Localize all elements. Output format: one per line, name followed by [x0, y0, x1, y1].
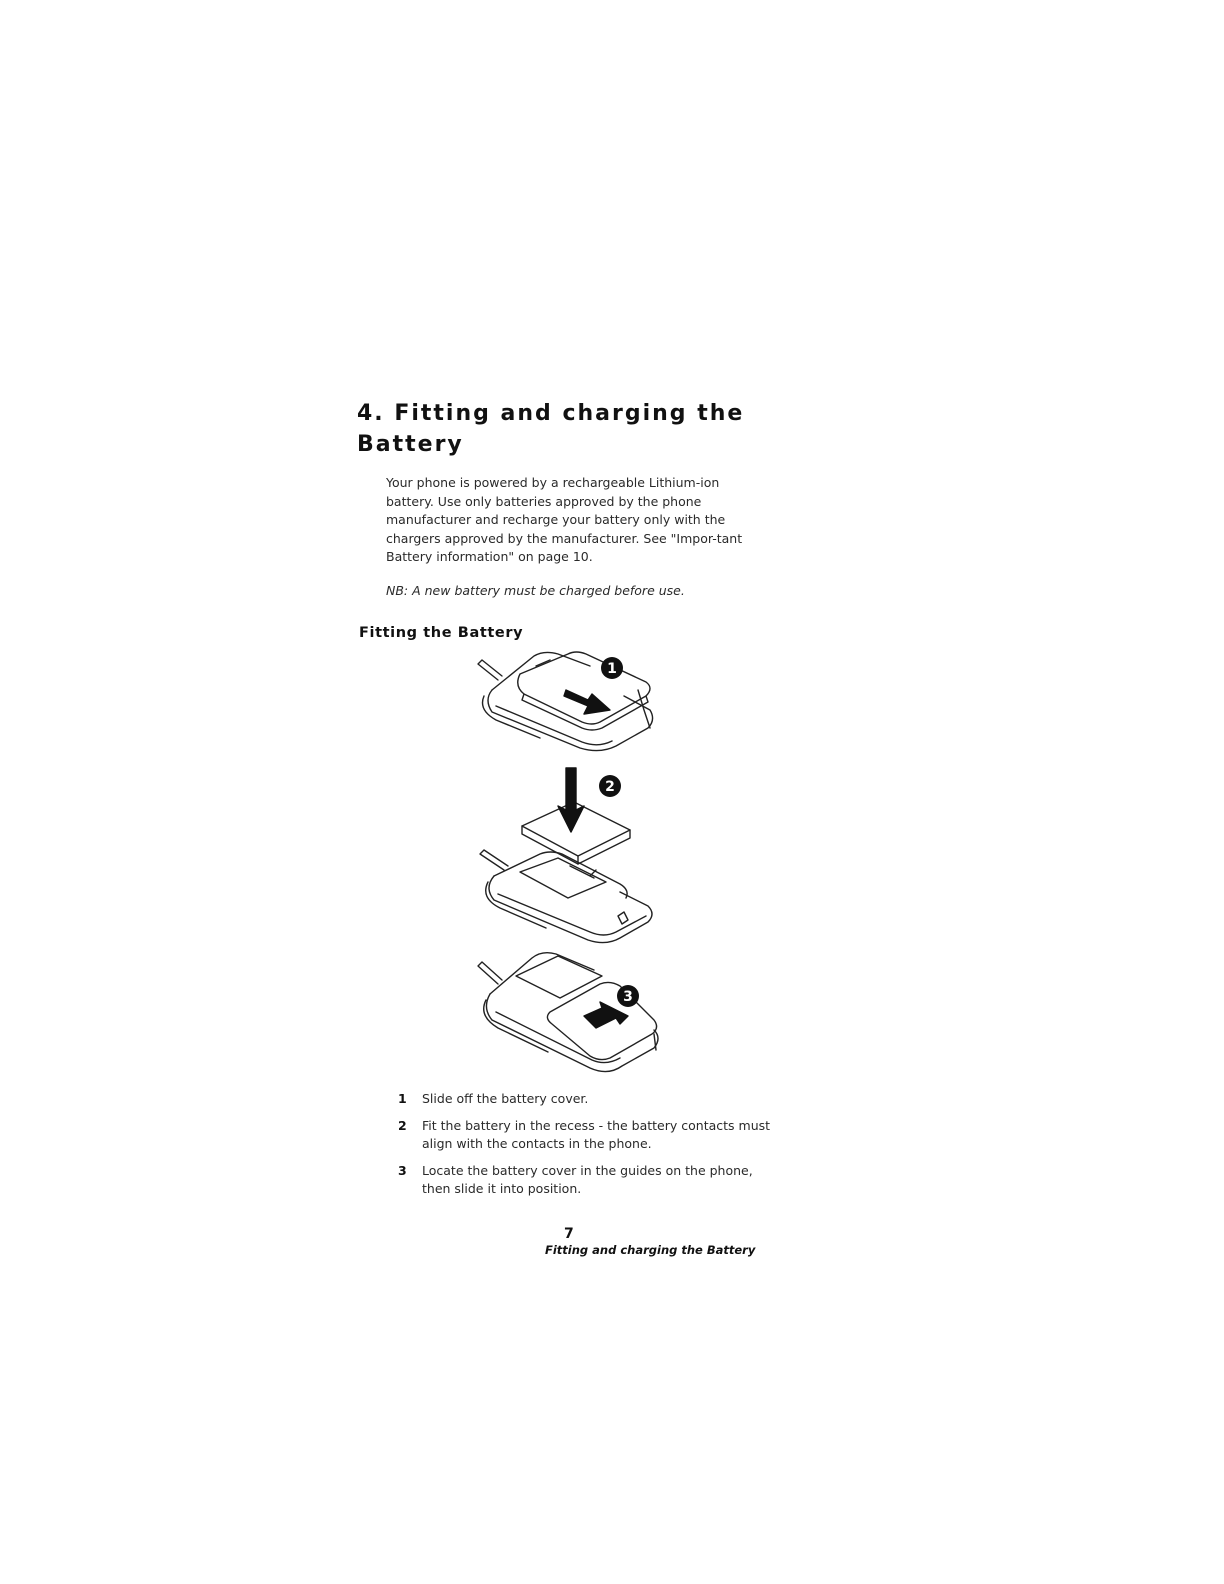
- step-number: 1: [398, 1091, 407, 1106]
- step-marker-3-label: 3: [623, 989, 633, 1005]
- chapter-title: 4. Fitting and charging the Battery: [357, 401, 745, 457]
- step-marker-1-label: 1: [607, 661, 617, 677]
- step-marker-2-label: 2: [605, 779, 615, 795]
- stage-1-phone-drawing: [478, 652, 653, 751]
- intro-paragraph: Your phone is powered by a rechargeable Lithium-ion battery. Use only batteries approved by the phone manufacturer and recharge your battery only with the chargers approved by the manufacturer. See "Impor-tant Battery information" on page 10.: [386, 475, 743, 564]
- step-item: [398, 1090, 778, 1109]
- step-number: 3: [398, 1162, 407, 1178]
- step-text: Locate the battery cover in the guides on the phone, then slide it into position.: [422, 1162, 753, 1196]
- step-text: Fit the battery in the recess - the battery contacts must align with the contacts in the phone.: [422, 1117, 771, 1151]
- stage-3-phone-drawing: [478, 953, 658, 1072]
- step-list: [398, 1090, 778, 1207]
- battery-note: NB: A new battery must be charged before use.: [386, 583, 685, 598]
- insert-arrow-down-icon: [558, 768, 584, 832]
- section-heading: Fitting the Battery: [359, 625, 524, 641]
- battery-fitting-illustration: [470, 640, 680, 1090]
- running-footer-title: Fitting and charging the Battery: [545, 1243, 756, 1257]
- step-item: [398, 1162, 778, 1199]
- step-text: Slide off the battery cover.: [422, 1091, 589, 1106]
- step-item: [398, 1117, 778, 1154]
- step-number: 2: [398, 1117, 407, 1133]
- slide-arrow-left-icon: [584, 1002, 628, 1028]
- page-number: 7: [564, 1226, 574, 1242]
- slide-arrow-right-icon: [564, 690, 610, 714]
